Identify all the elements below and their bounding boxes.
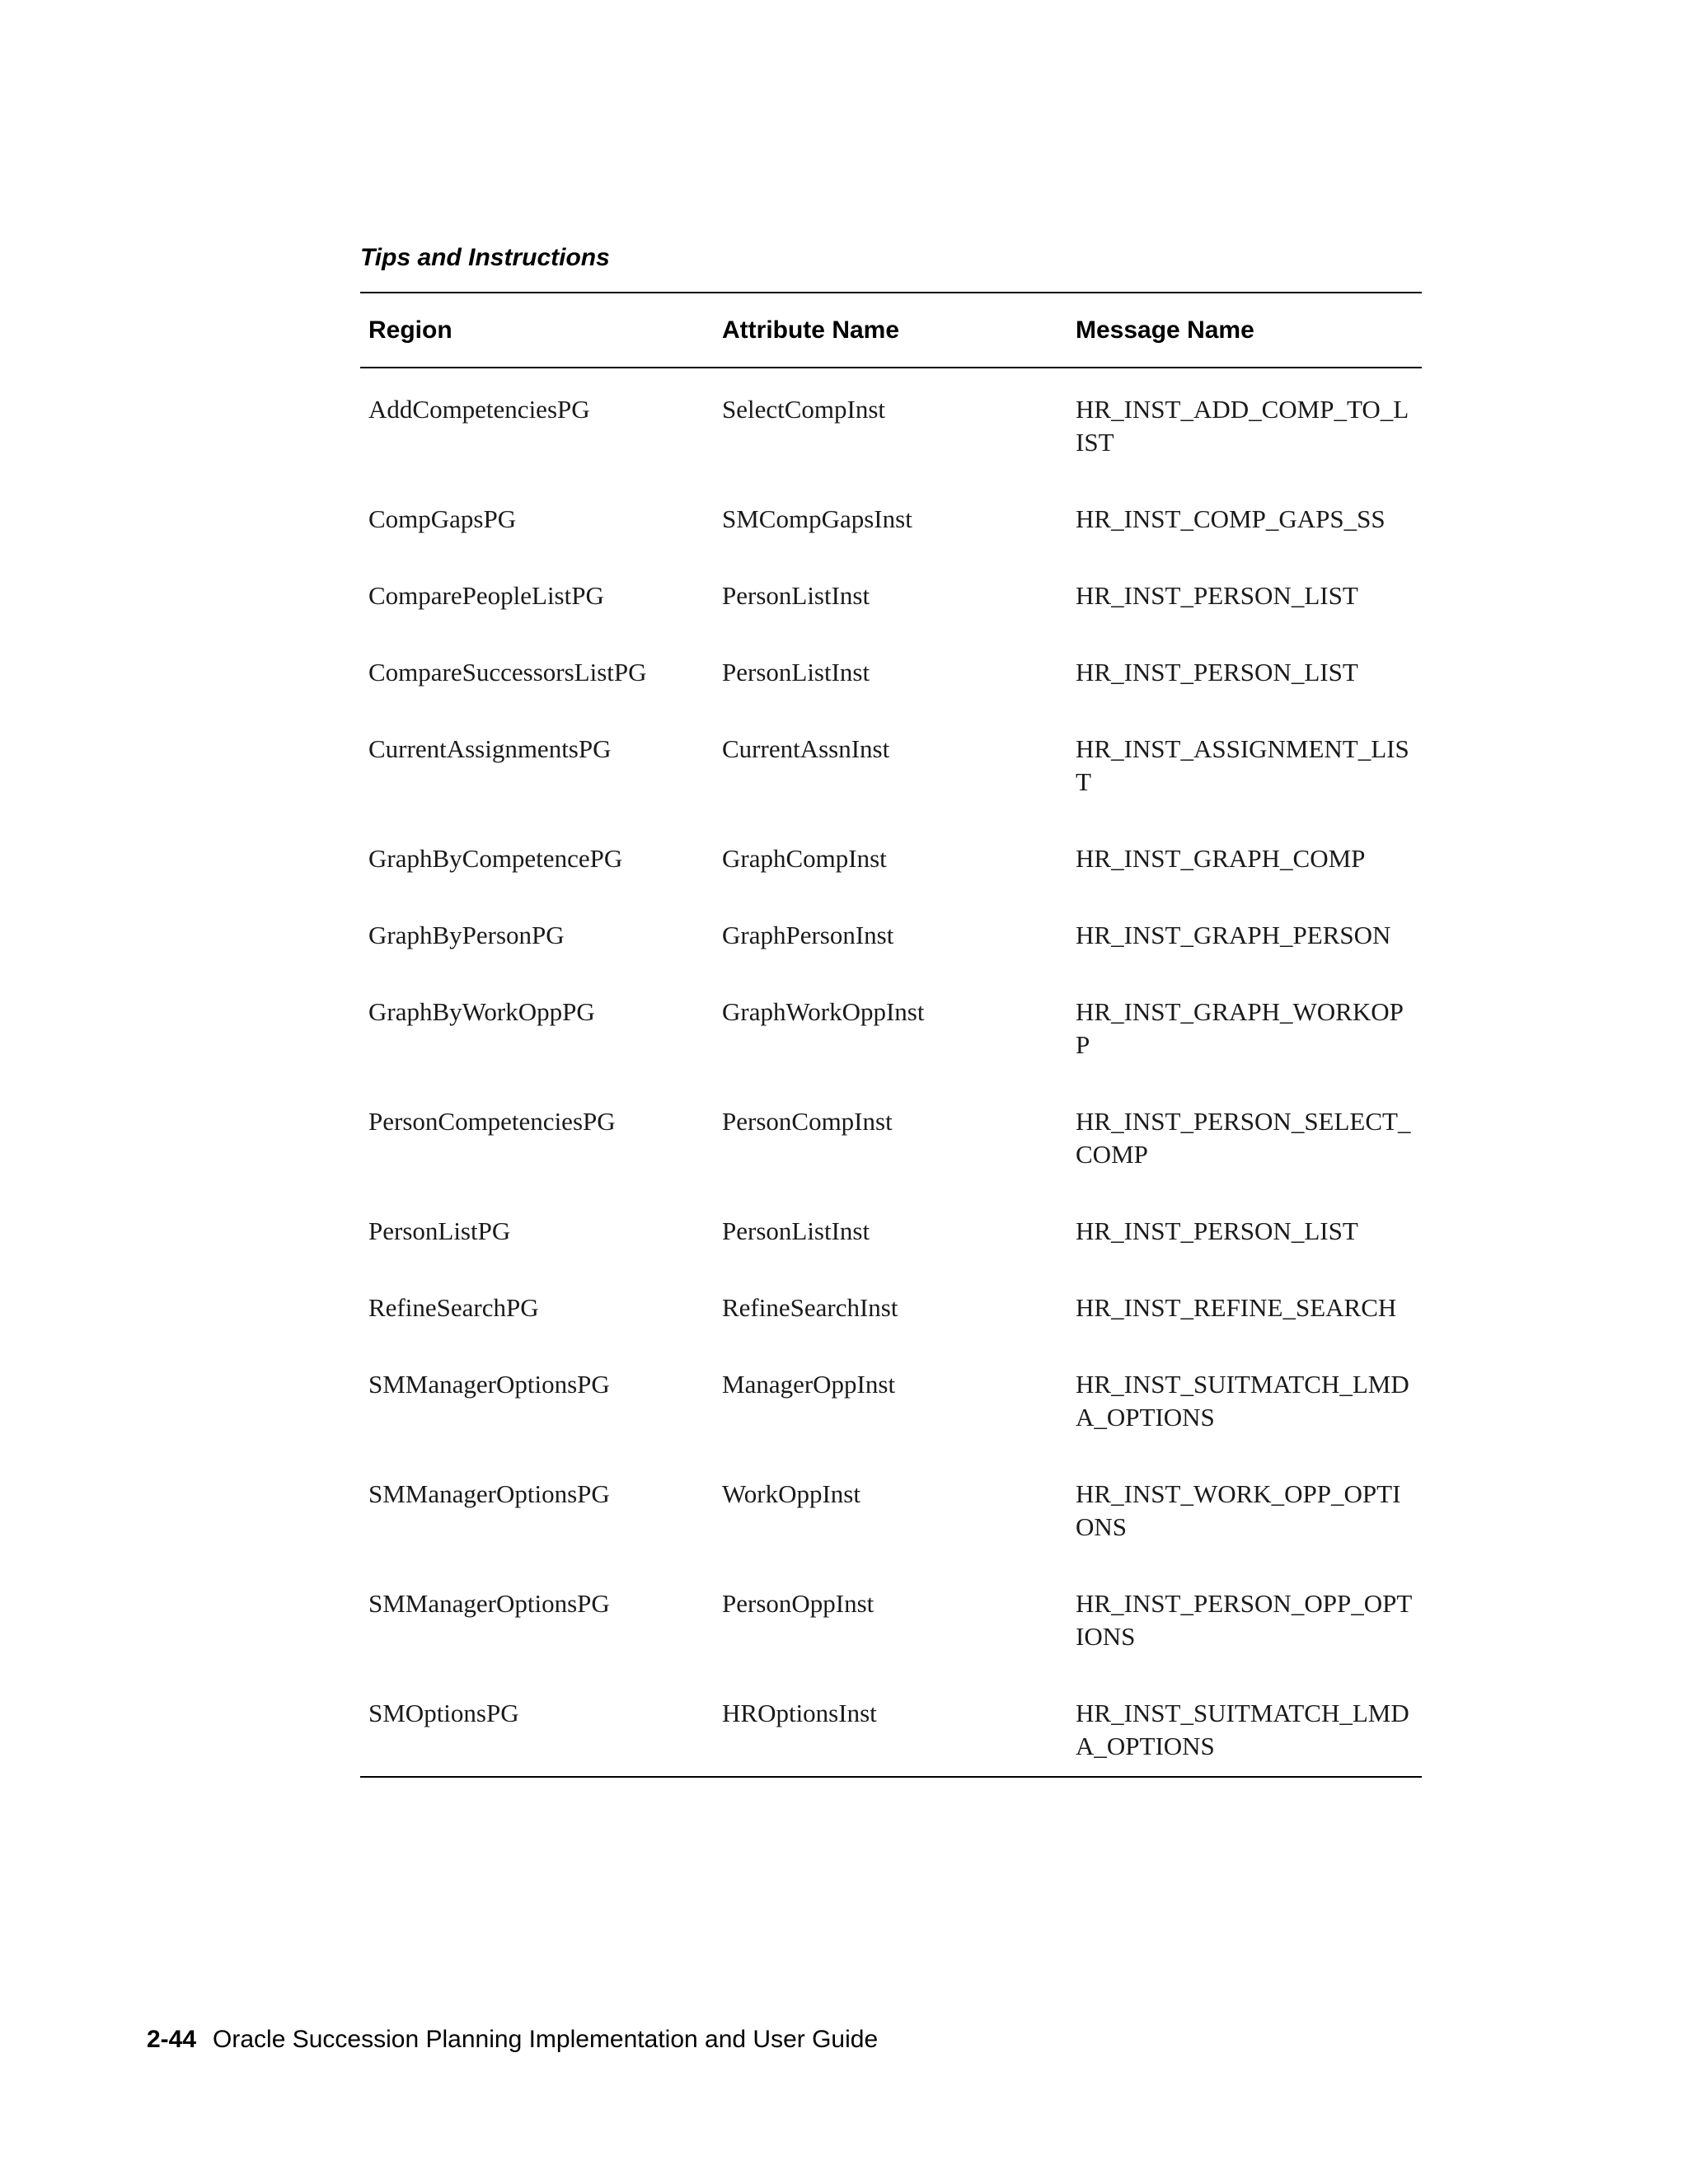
attribute-cell: HROptionsInst bbox=[722, 1699, 877, 1727]
attribute-cell: RefineSearchInst bbox=[722, 1293, 898, 1322]
region-cell: CurrentAssignmentsPG bbox=[368, 734, 612, 763]
page-footer bbox=[147, 2023, 878, 2056]
table-row bbox=[360, 368, 1422, 481]
table-body bbox=[360, 368, 1422, 1777]
table-caption: Tips and Instructions bbox=[360, 244, 610, 271]
region-cell: CompGapsPG bbox=[368, 504, 517, 533]
attribute-cell: GraphPersonInst bbox=[722, 921, 894, 949]
region-cell: SMManagerOptionsPG bbox=[368, 1479, 610, 1508]
table-row bbox=[360, 1084, 1422, 1193]
book-title: Oracle Succession Planning Implementation and User Guide bbox=[213, 2026, 879, 2053]
message-cell: HR_INST_GRAPH_PERSON bbox=[1076, 921, 1391, 949]
table-row bbox=[360, 1456, 1422, 1566]
table-row bbox=[360, 1566, 1422, 1675]
message-cell: HR_INST_PERSON_LIST bbox=[1076, 1216, 1358, 1245]
region-cell: CompareSuccessorsListPG bbox=[368, 658, 647, 687]
column-header-attribute-name: Attribute Name bbox=[722, 316, 900, 344]
region-cell: SMManagerOptionsPG bbox=[368, 1370, 610, 1399]
region-cell: SMManagerOptionsPG bbox=[368, 1589, 610, 1618]
attribute-cell: PersonListInst bbox=[722, 581, 870, 610]
table-row bbox=[360, 635, 1422, 711]
attribute-cell: ManagerOppInst bbox=[722, 1370, 896, 1399]
attribute-cell: GraphCompInst bbox=[722, 844, 887, 873]
message-cell: HR_INST_SUITMATCH_LMDA_OPTIONS bbox=[1076, 1699, 1409, 1760]
table-row bbox=[360, 974, 1422, 1084]
page-number: 2-44 bbox=[147, 2026, 197, 2053]
region-cell: PersonListPG bbox=[368, 1216, 511, 1245]
attribute-cell: CurrentAssnInst bbox=[722, 734, 890, 763]
message-cell: HR_INST_ADD_COMP_TO_LIST bbox=[1076, 395, 1409, 457]
table-row bbox=[360, 1270, 1422, 1347]
message-cell: HR_INST_GRAPH_COMP bbox=[1076, 844, 1366, 873]
message-cell: HR_INST_COMP_GAPS_SS bbox=[1076, 504, 1386, 533]
message-cell: HR_INST_PERSON_LIST bbox=[1076, 581, 1358, 610]
table-row bbox=[360, 481, 1422, 558]
table-row bbox=[360, 1675, 1422, 1777]
table-row bbox=[360, 1347, 1422, 1456]
attribute-cell: WorkOppInst bbox=[722, 1479, 860, 1508]
tips-table-container bbox=[360, 292, 1422, 1778]
message-cell: HR_INST_GRAPH_WORKOPP bbox=[1076, 997, 1404, 1059]
message-cell: HR_INST_PERSON_OPP_OPTIONS bbox=[1076, 1589, 1413, 1651]
table-row bbox=[360, 821, 1422, 898]
attribute-cell: PersonListInst bbox=[722, 1216, 870, 1245]
attribute-cell: GraphWorkOppInst bbox=[722, 997, 925, 1026]
region-cell: SMOptionsPG bbox=[368, 1699, 519, 1727]
column-header-message-name: Message Name bbox=[1076, 316, 1254, 344]
tips-and-instructions-table bbox=[360, 292, 1422, 1778]
table-row bbox=[360, 898, 1422, 974]
region-cell: ComparePeopleListPG bbox=[368, 581, 604, 610]
region-cell: GraphByCompetencePG bbox=[368, 844, 623, 873]
message-cell: HR_INST_REFINE_SEARCH bbox=[1076, 1293, 1397, 1322]
header-row bbox=[360, 293, 1422, 368]
column-header-region: Region bbox=[368, 316, 452, 344]
table-header bbox=[360, 293, 1422, 368]
region-cell: RefineSearchPG bbox=[368, 1293, 539, 1322]
region-cell: GraphByPersonPG bbox=[368, 921, 565, 949]
message-cell: HR_INST_PERSON_LIST bbox=[1076, 658, 1358, 687]
region-cell: AddCompetenciesPG bbox=[368, 395, 590, 424]
attribute-cell: PersonListInst bbox=[722, 658, 870, 687]
table-row bbox=[360, 711, 1422, 821]
table-row bbox=[360, 1193, 1422, 1270]
region-cell: PersonCompetenciesPG bbox=[368, 1107, 616, 1136]
message-cell: HR_INST_WORK_OPP_OPTIONS bbox=[1076, 1479, 1401, 1541]
region-cell: GraphByWorkOppPG bbox=[368, 997, 595, 1026]
message-cell: HR_INST_ASSIGNMENT_LIST bbox=[1076, 734, 1409, 796]
message-cell: HR_INST_PERSON_SELECT_COMP bbox=[1076, 1107, 1411, 1169]
table-row bbox=[360, 558, 1422, 635]
attribute-cell: PersonCompInst bbox=[722, 1107, 893, 1136]
attribute-cell: SMCompGapsInst bbox=[722, 504, 912, 533]
message-cell: HR_INST_SUITMATCH_LMDA_OPTIONS bbox=[1076, 1370, 1409, 1432]
attribute-cell: PersonOppInst bbox=[722, 1589, 874, 1618]
attribute-cell: SelectCompInst bbox=[722, 395, 886, 424]
